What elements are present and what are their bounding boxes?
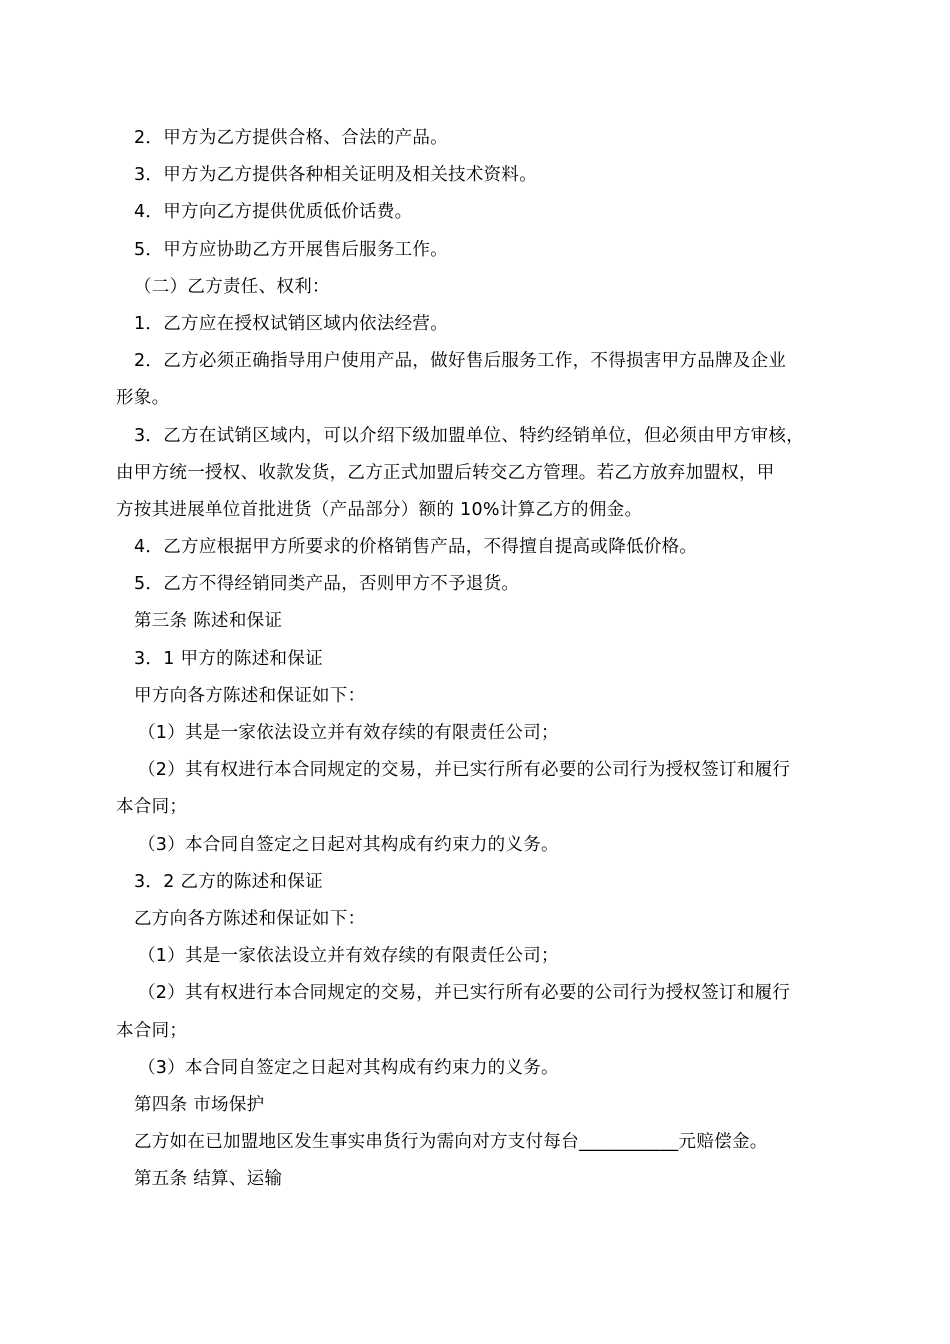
text-line: 本合同； (116, 797, 188, 818)
text-line: 4．甲方向乙方提供优质低价话费。 (134, 202, 413, 223)
text-line: （3）本合同自签定之日起对其构成有约束力的义务。 (138, 1057, 559, 1078)
text-line: 形象。 (116, 388, 170, 409)
subsection-heading: 3．2 乙方的陈述和保证 (134, 871, 323, 892)
text-line: 乙方如在已加盟地区发生事实串货行为需向对方支付每台___________元赔偿金。 (134, 1132, 768, 1153)
text-line: 由甲方统一授权、收款发货，乙方正式加盟后转交乙方管理。若乙方放弃加盟权，甲 (116, 462, 775, 483)
text-line: 方按其进展单位首批进货（产品部分）额的 10%计算乙方的佣金。 (116, 499, 643, 520)
article-heading: 第三条 陈述和保证 (134, 611, 283, 632)
text-line: 甲方向各方陈述和保证如下： (134, 685, 366, 706)
text-line: 乙方向各方陈述和保证如下： (134, 908, 366, 929)
document-body (116, 120, 842, 1198)
text-line: 3．乙方在试销区域内，可以介绍下级加盟单位、特约经销单位，但必须由甲方审核， (134, 425, 805, 446)
text-line: （3）本合同自签定之日起对其构成有约束力的义务。 (138, 834, 559, 855)
text-line: 本合同； (116, 1020, 188, 1041)
text-line: （2）其有权进行本合同规定的交易，并已实行所有必要的公司行为授权签订和履行 (138, 760, 791, 781)
text-line: 5．乙方不得经销同类产品，否则甲方不予退货。 (134, 574, 520, 595)
article-heading: 第五条 结算、运输 (134, 1169, 283, 1190)
article-heading: 第四条 市场保护 (134, 1094, 265, 1115)
text-line: 4．乙方应根据甲方所要求的价格销售产品，不得擅自提高或降低价格。 (134, 537, 698, 558)
text-line: 5．甲方应协助乙方开展售后服务工作。 (134, 239, 449, 260)
text-line: 1．乙方应在授权试销区域内依法经营。 (134, 313, 449, 334)
text-line: （2）其有权进行本合同规定的交易，并已实行所有必要的公司行为授权签订和履行 (138, 983, 791, 1004)
subsection-heading: 3．1 甲方的陈述和保证 (134, 648, 323, 669)
text-line: 2．甲方为乙方提供合格、合法的产品。 (134, 128, 449, 148)
text-line: 2．乙方必须正确指导用户使用产品，做好售后服务工作，不得损害甲方品牌及企业 (134, 351, 787, 372)
text-line: 3．甲方为乙方提供各种相关证明及相关技术资料。 (134, 165, 538, 186)
section-heading: （二）乙方责任、权利： (134, 276, 330, 297)
text-line: （1）其是一家依法设立并有效存续的有限责任公司； (138, 723, 559, 743)
text-line: （1）其是一家依法设立并有效存续的有限责任公司； (138, 946, 559, 967)
